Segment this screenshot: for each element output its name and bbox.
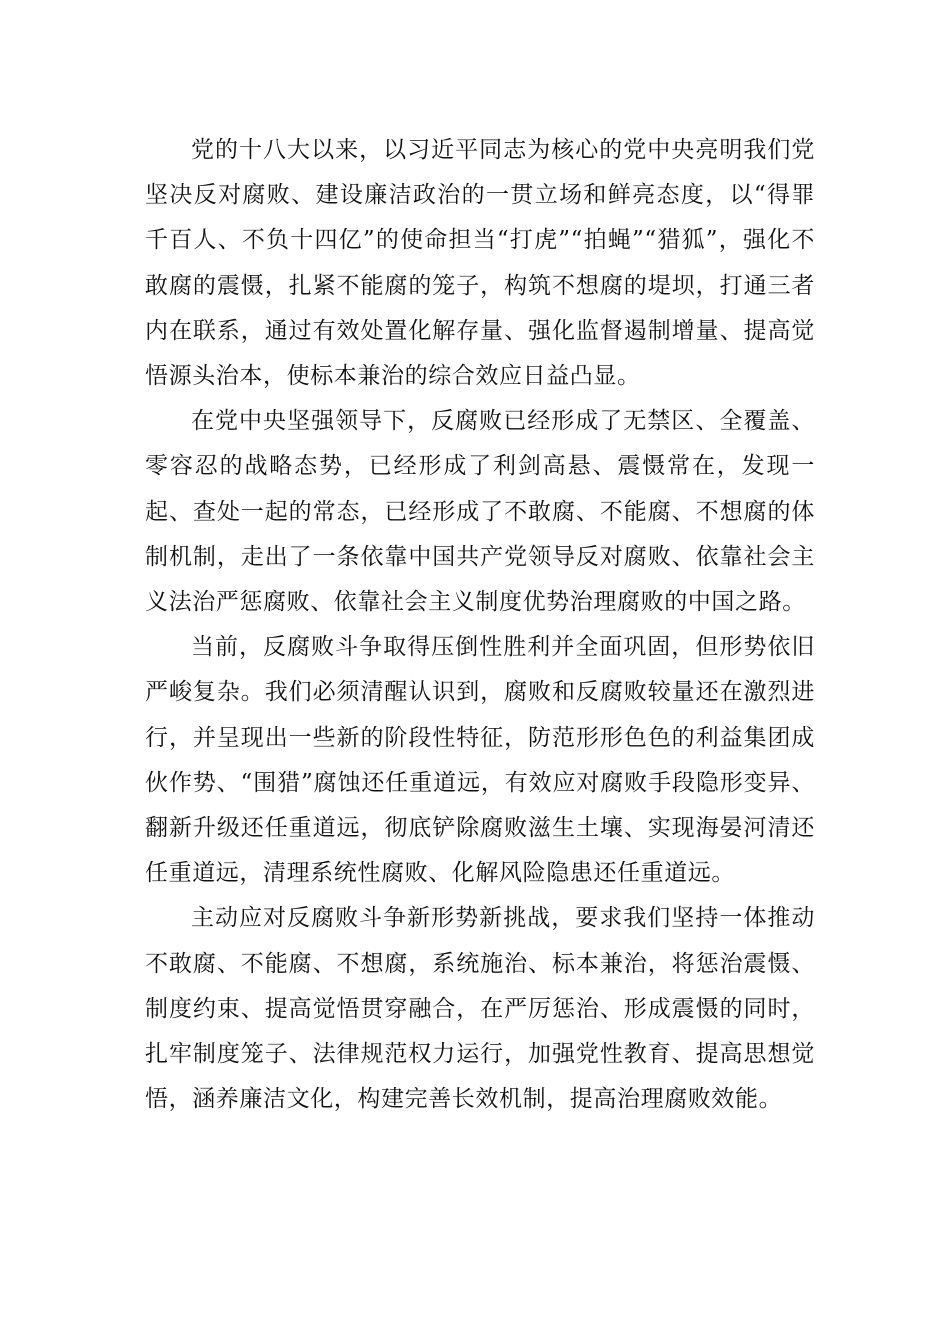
paragraph-4: 主动应对反腐败斗争新形势新挑战，要求我们坚持一体推动不敢腐、不能腐、不想腐，系统施治、标本兼治，将惩治震慑、制度约束、提高觉悟贯穿融合，在严厉惩治、形成震慑的同时，扎牢制度笼子、法律规范权力运行，加强党性教育、提高思想觉悟，涵养廉洁文化，构建完善长效机制，提高治理腐败效能。 bbox=[145, 905, 815, 1113]
paragraph-1: 党的十八大以来，以习近平同志为核心的党中央亮明我们党坚决反对腐败、建设廉洁政治的一贯立场和鲜亮态度，以“得罪千百人、不负十四亿”的使命担当“打虎”“拍蝇”“猎狐”，强化不敢腐的震慑，扎紧不能腐的笼子，构筑不想腐的堤坝，打通三者内在联系，通过有效处置化解存量、强化监督遏制增量、提高觉悟源头治本，使标本兼治的综合效应日益凸显。 bbox=[145, 137, 815, 390]
paragraph-2: 在党中央坚强领导下，反腐败已经形成了无禁区、全覆盖、零容忍的战略态势，已经形成了利剑高悬、震慑常在，发现一起、查处一起的常态，已经形成了不敢腐、不能腐、不想腐的体制机制，走出了一条依靠中国共产党领导反对腐败、依靠社会主义法治严惩腐败、依靠社会主义制度优势治理腐败的中国之路。 bbox=[145, 408, 815, 616]
paragraph-3: 当前，反腐败斗争取得压倒性胜利并全面巩固，但形势依旧严峻复杂。我们必须清醒认识到，腐败和反腐败较量还在激烈进行，并呈现出一些新的阶段性特征，防范形形色色的利益集团成伙作势、“围猎”腐蚀还任重道远，有效应对腐败手段隐形变异、翻新升级还任重道远，彻底铲除腐败滋生土壤、实现海晏河清还任重道远，清理系统性腐败、化解风险隐患还任重道远。 bbox=[145, 634, 815, 887]
document-body bbox=[145, 128, 815, 1122]
